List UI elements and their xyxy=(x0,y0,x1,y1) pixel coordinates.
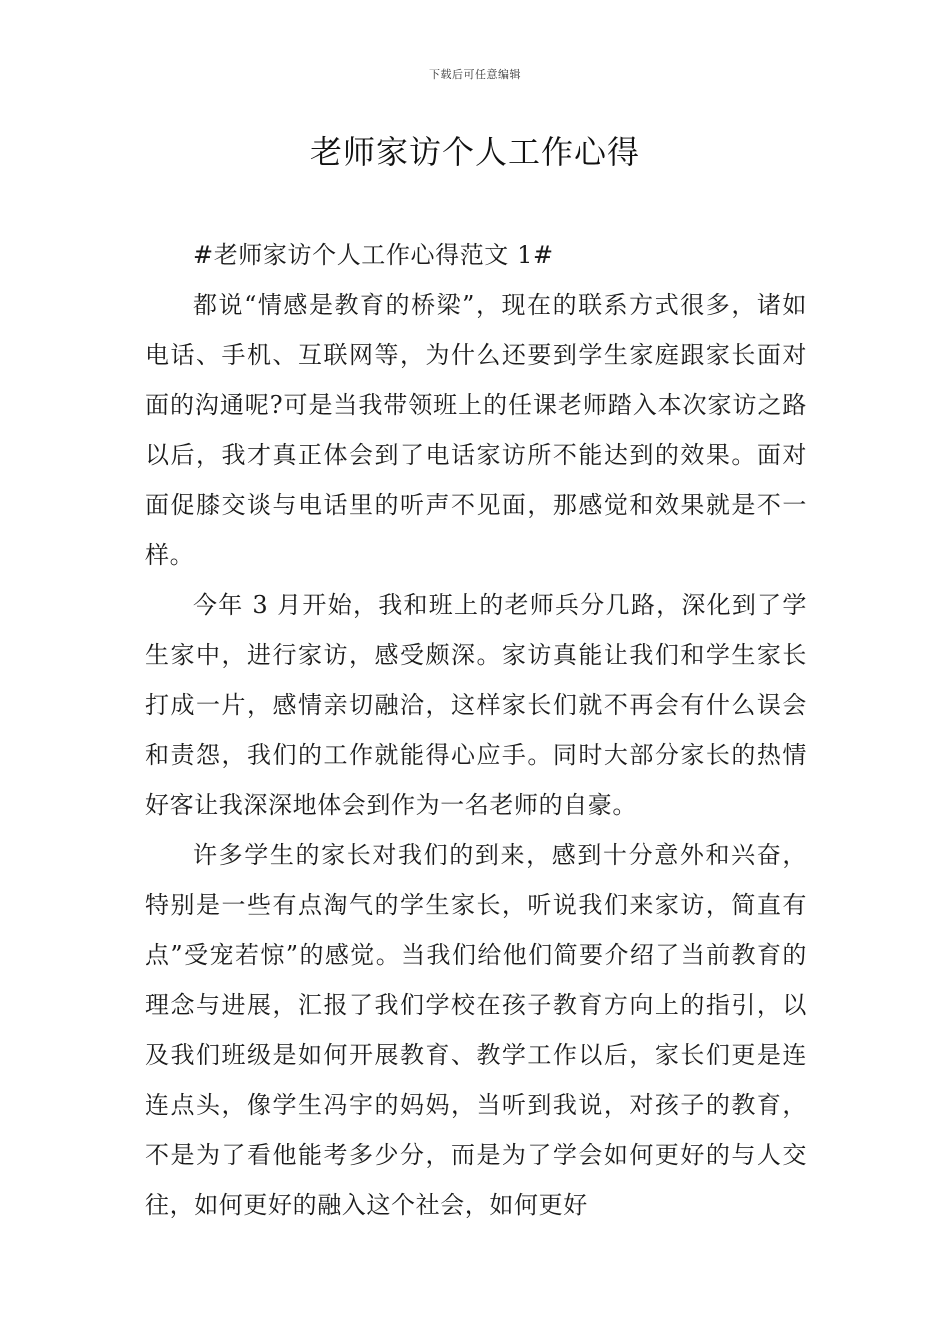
header-note: 下载后可任意编辑 xyxy=(429,68,521,81)
paragraph: 都说“情感是教育的桥梁”，现在的联系方式很多，诸如电话、手机、互联网等，为什么还要到学生家庭跟家长面对面的沟通呢?可是当我带领班上的任课老师踏入本次家访之路以后，我才真正体会到了电话家访所不能达到的效果。面对面促膝交谈与电话里的听声不见面，那感觉和效果就是不一样。 xyxy=(145,291,807,569)
paragraph: 许多学生的家长对我们的到来，感到十分意外和兴奋，特别是一些有点淘气的学生家长，听说我们来家访，简直有点”受宠若惊”的感觉。当我们给他们简要介绍了当前教育的理念与进展，汇报了我们学校在孩子教育方向上的指引，以及我们班级是如何开展教育、教学工作以后，家长们更是连连点头，像学生冯宇的妈妈，当听到我说，对孩子的教育，不是为了看他能考多少分，而是为了学会如何更好的与人交往，如何更好的融入这个社会，如何更好 xyxy=(145,841,807,1219)
document-title: 老师家访个人工作心得 xyxy=(309,133,640,171)
document-body xyxy=(145,230,807,1230)
paragraph: 今年 3 月开始，我和班上的老师兵分几路，深化到了学生家中，进行家访，感受颇深。家访真能让我们和学生家长打成一片，感情亲切融洽，这样家长们就不再会有什么误会和责怨，我们的工作就能得心应手。同时大部分家长的热情好客让我深深地体会到作为一名老师的自豪。 xyxy=(145,591,807,819)
section-heading: #老师家访个人工作心得范文 1# xyxy=(193,241,554,269)
